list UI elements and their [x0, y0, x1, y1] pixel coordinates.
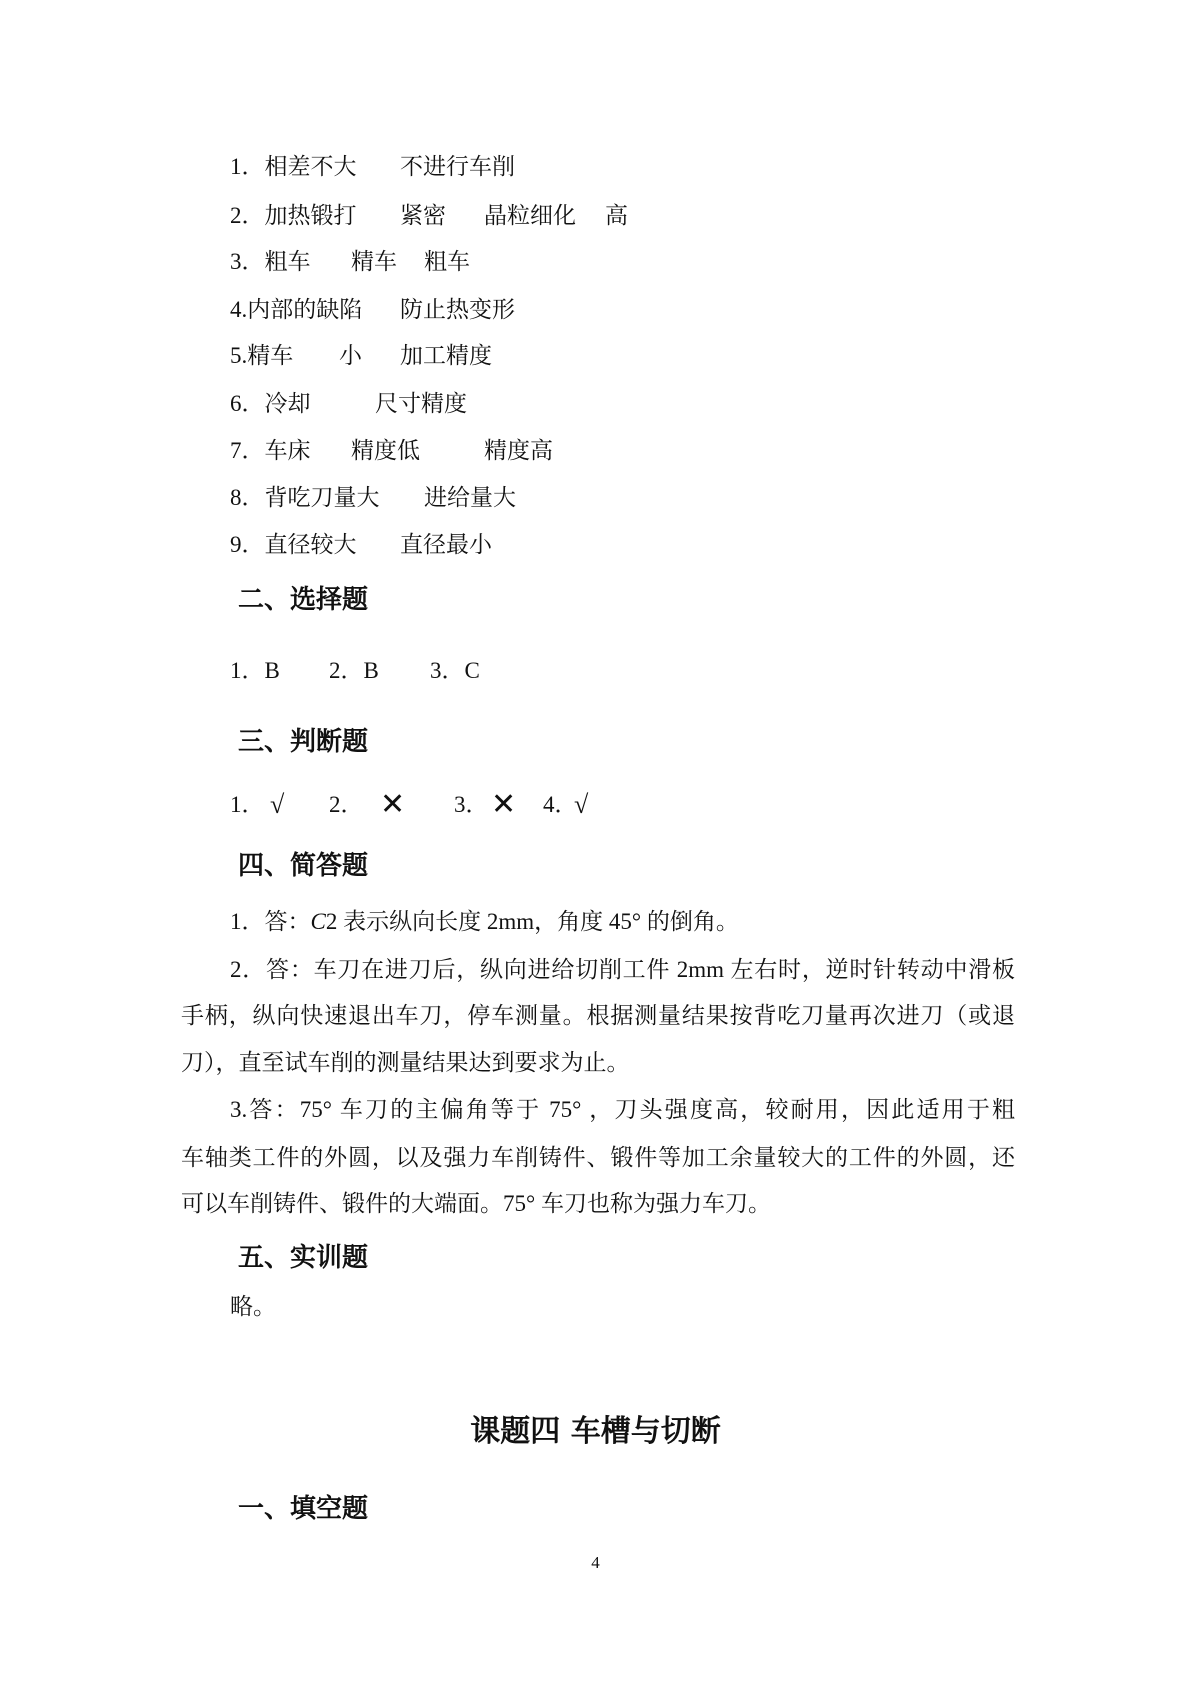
answer-part: 高 [605, 203, 628, 228]
short-answer-3-line: 3.答：75° 车刀的主偏角等于 75° ，刀头强度高，较耐用，因此适用于粗 [230, 1097, 1015, 1122]
cross-mark-icon: ✕ [380, 787, 406, 822]
answer-part: 加工精度 [400, 343, 492, 368]
short-answer-2-line: 刀），直至试车削的测量结果达到要求为止。 [181, 1050, 630, 1075]
answer-part: 晶粒细化 [484, 203, 576, 228]
answer-part: 防止热变形 [400, 297, 515, 322]
choice-answer: 3．C [430, 658, 480, 683]
judge-number: 1． [230, 792, 265, 817]
answer-part: 2．加热锻打 [230, 203, 357, 228]
judge-number: 2． [329, 792, 364, 817]
answer-part: 粗车 [424, 249, 470, 274]
judge-heading: 三、判断题 [238, 727, 369, 757]
answer-part: 5.精车 [230, 343, 294, 368]
answer-part: 1．相差不大 [230, 154, 357, 179]
answer-part: 不进行车削 [400, 154, 515, 179]
answer-part: 精度高 [484, 438, 553, 463]
judge-number: 4． [543, 792, 578, 817]
short-answer-3-line: 可以车削铸件、锻件的大端面。75° 车刀也称为强力车刀。 [181, 1191, 771, 1216]
answer-part: 尺寸精度 [375, 391, 467, 416]
choice-answer: 1．B [230, 658, 280, 683]
topic-title: 课题四 车槽与切断 [470, 1414, 721, 1449]
practice-answer: 略。 [230, 1294, 276, 1319]
fill-blank-heading: 一、填空题 [238, 1494, 369, 1524]
choice-answer: 2．B [329, 658, 379, 683]
short-answer-2-line: 手柄，纵向快速退出车刀，停车测量。根据测量结果按背吃刀量再次进刀（或退 [181, 1003, 1015, 1028]
choice-heading: 二、选择题 [238, 585, 369, 615]
answer-part: 7．车床 [230, 438, 311, 463]
judge-number: 3． [454, 792, 489, 817]
check-mark-icon: √ [270, 790, 285, 819]
answer-part: 紧密 [400, 203, 446, 228]
answer-part: 小 [339, 343, 362, 368]
short-answer-2-line: 2．答：车刀在进刀后，纵向进给切削工件 2mm 左右时，逆时针转动中滑板 [230, 957, 1015, 982]
answer-part: 6．冷却 [230, 391, 311, 416]
answer-prefix: 1．答： [230, 909, 311, 934]
answer-part: 精车 [351, 249, 397, 274]
answer-part: 9．直径较大 [230, 532, 357, 557]
answer-part: 精度低 [351, 438, 420, 463]
answer-part: 8．背吃刀量大 [230, 485, 380, 510]
answer-part: 3．粗车 [230, 249, 311, 274]
check-mark-icon: √ [574, 790, 589, 819]
short-answer-3-line: 车轴类工件的外圆，以及强力车削铸件、锻件等加工余量较大的工件的外圆，还 [181, 1145, 1015, 1170]
cross-mark-icon: ✕ [491, 787, 517, 822]
answer-part: 直径最小 [400, 532, 492, 557]
answer-part: 进给量大 [424, 485, 516, 510]
italic-symbol: C [310, 909, 326, 934]
answer-part: 4.内部的缺陷 [230, 297, 363, 322]
practice-heading: 五、实训题 [238, 1243, 369, 1273]
short-answer-heading: 四、简答题 [238, 851, 369, 881]
answer-text: 2 表示纵向长度 2mm，角度 45° 的倒角。 [325, 909, 739, 934]
short-answer-1 [230, 907, 739, 937]
page-number: 4 [591, 1553, 600, 1572]
